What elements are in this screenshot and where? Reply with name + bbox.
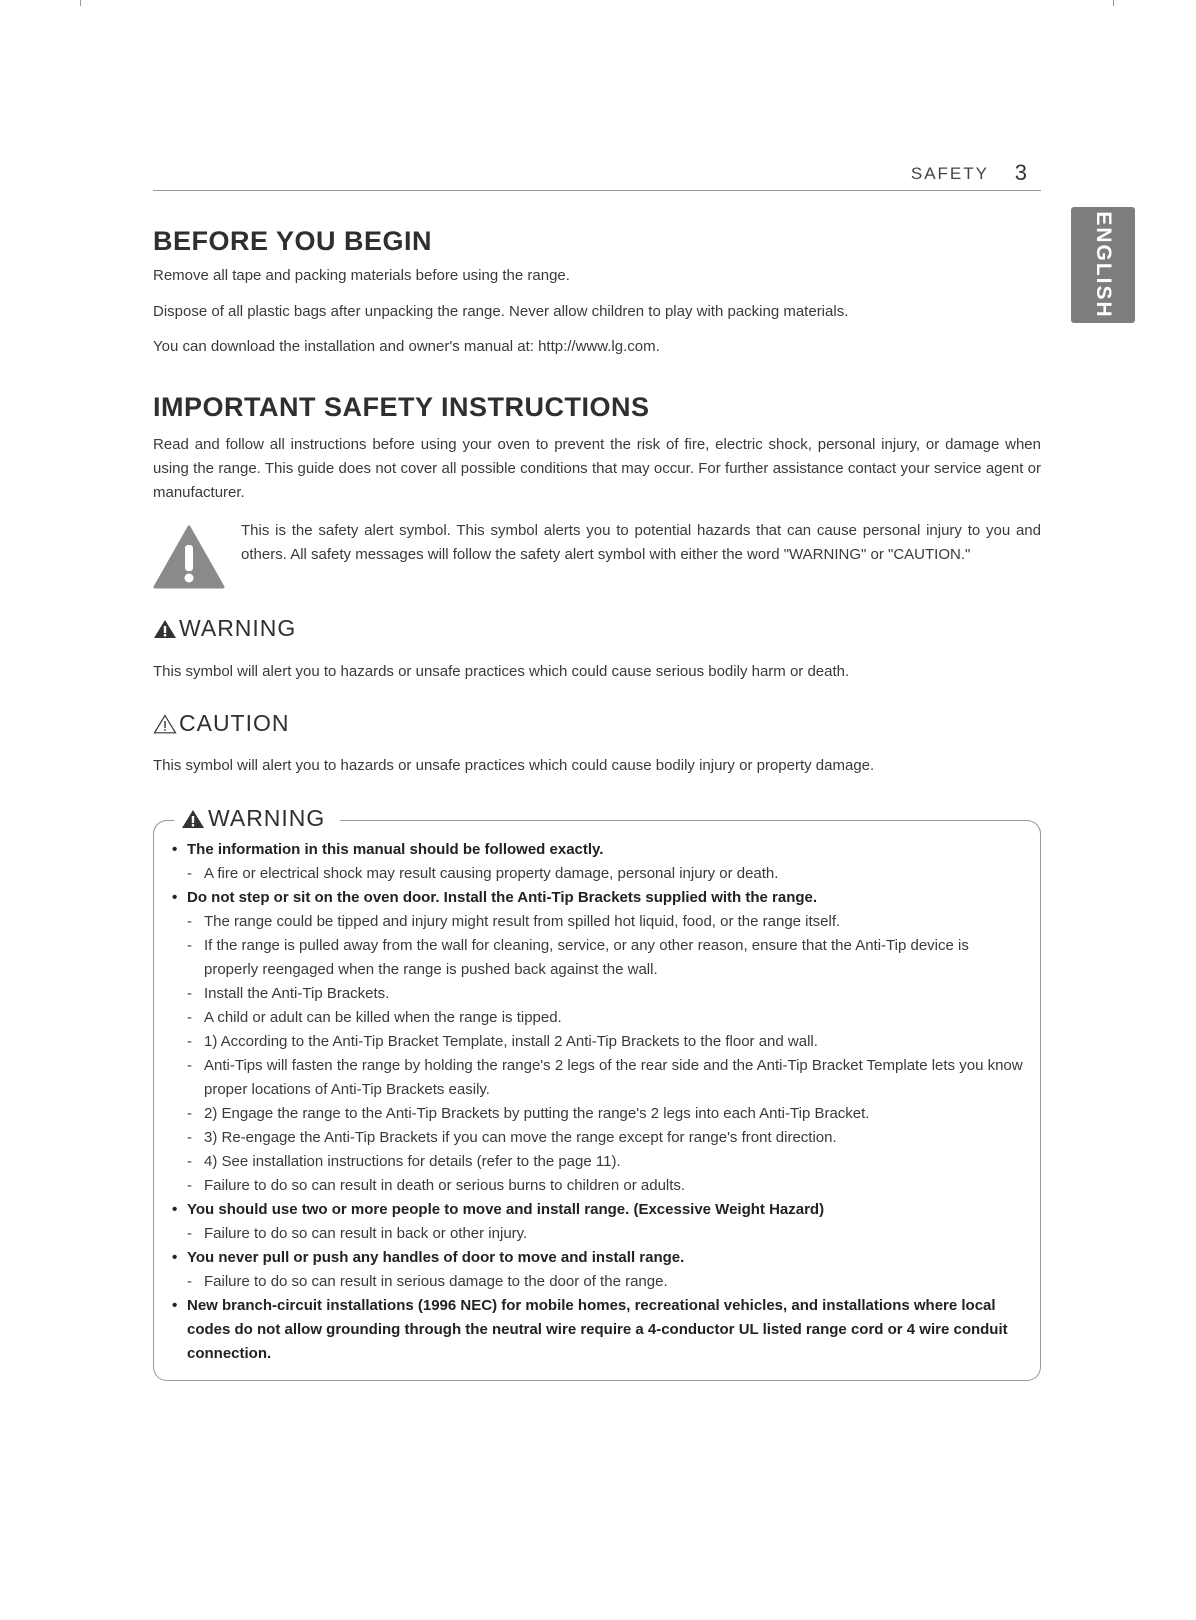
warning-sub-item: - 2) Engage the range to the Anti-Tip Brackets by putting the range's 2 legs into each Anti-Tip Bracket. [170,1102,1025,1126]
language-tab [1071,207,1135,323]
warning-sub-item: - The range could be tipped and injury might result from spilled hot liquid, food, or the range itself. [170,910,1025,934]
caution-icon [153,714,177,734]
before-paragraph-3: You can download the installation and owner's manual at: http://www.lg.com. [153,338,660,355]
warning-sub-item: - A child or adult can be killed when the range is tipped. [170,1006,1025,1030]
warning-icon [181,809,205,829]
warning-definition-text: This symbol will alert you to hazards or unsafe practices which could cause serious bodily harm or death. [153,663,850,680]
warning-sub-item: - A fire or electrical shock may result causing property damage, personal injury or death. [170,862,1025,886]
warning-sub-item: - 1) According to the Anti-Tip Bracket Template, install 2 Anti-Tip Brackets to the floor and wall. [170,1030,1025,1054]
warning-sub-item: - If the range is pulled away from the wall for cleaning, service, or any other reason, ensure that the Anti-Tip device is properly reengaged when the range is pushed back against the wall. [170,934,1025,982]
caution-label: CAUTION [179,710,290,736]
warning-sub-item: - Failure to do so can result in serious damage to the door of the range. [170,1270,1025,1294]
warning-icon [153,619,177,639]
warning-bullet-item: • You should use two or more people to move and install range. (Excessive Weight Hazard) [170,1198,1025,1222]
warning-bullet-item: • You never pull or push any handles of door to move and install range. [170,1246,1025,1270]
page-header [153,160,1041,191]
warning-label: WARNING [179,615,297,641]
warning-sub-item: - Anti-Tips will fasten the range by holding the range's 2 legs of the rear side and the Anti-Tip Bracket Template lets you know proper locations of Anti-Tip Brackets easily. [170,1054,1025,1102]
warning-sub-item: - Failure to do so can result in back or other injury. [170,1222,1025,1246]
warning-box-corner-right [1026,820,1041,835]
warning-box-title [175,805,331,832]
page-number: 3 [1014,160,1027,185]
before-paragraph-2: Dispose of all plastic bags after unpacking the range. Never allow children to play with packing materials. [153,303,849,320]
caution-definition-text: This symbol will alert you to hazards or unsafe practices which could cause bodily injury or property damage. [153,757,875,774]
warning-sub-item: - Install the Anti-Tip Brackets. [170,982,1025,1006]
language-tab-label: ENGLISH [1092,211,1115,319]
warning-definition-label [153,615,296,642]
important-safety-heading: IMPORTANT SAFETY INSTRUCTIONS [153,392,650,422]
section-title: SAFETY [910,164,989,183]
warning-bullet-item: • Do not step or sit on the oven door. Install the Anti-Tip Brackets supplied with the range. [170,886,1025,910]
warning-sub-item: - Failure to do so can result in death or serious burns to children or adults. [170,1174,1025,1198]
safety-intro: Read and follow all instructions before using your oven to prevent the risk of fire, electric shock, personal injury, or damage when using the range. This guide does not cover all possible conditions that may occur. For further assistance contact your service agent or manufacturer. [153,436,1041,501]
before-you-begin-heading: BEFORE YOU BEGIN [153,226,433,256]
crop-mark-right [1113,0,1114,6]
before-paragraph-1: Remove all tape and packing materials before using the range. [153,267,570,284]
warning-bullet-item: • The information in this manual should be followed exactly. [170,838,1025,862]
alert-symbol-description: This is the safety alert symbol. This symbol alerts you to potential hazards that can cause personal injury to you and others. All safety messages will follow the safety alert symbol with either the word "WARNING" or "CAUTION." [241,522,1041,563]
warning-sub-item: - 4) See installation instructions for details (refer to the page 11). [170,1150,1025,1174]
warning-bullet-item: • New branch-circuit installations (1996 NEC) for mobile homes, recreational vehicles, and installations where local codes do not allow grounding through the neutral wire require a 4-conductor UL listed range cord or 4 wire conduit connection. [170,1294,1025,1366]
warning-box-label: WARNING [208,805,326,831]
warning-box-corner-left [153,820,174,835]
warning-list [170,838,1025,1366]
caution-definition-label [153,710,290,737]
safety-alert-icon [153,525,225,589]
crop-mark-left [80,0,81,6]
warning-sub-item: - 3) Re-engage the Anti-Tip Brackets if you can move the range except for range's front direction. [170,1126,1025,1150]
warning-box-top-border [340,820,1028,821]
